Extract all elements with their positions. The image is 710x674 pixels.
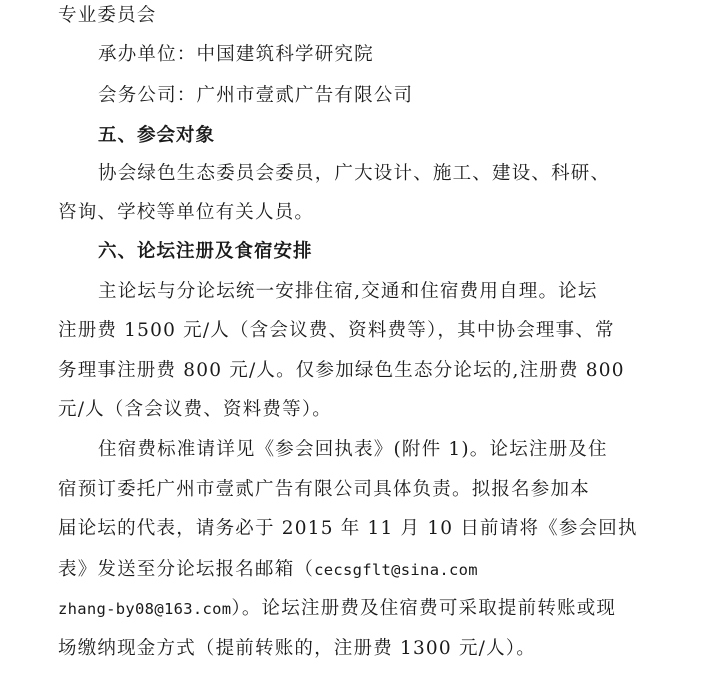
conference-company-label: 会务公司： xyxy=(98,85,197,106)
section5-heading: 五、参会对象 xyxy=(98,125,216,146)
section6-p2-line5-text: ）。论坛注册费及住宿费可采取提前转账或现 xyxy=(231,598,617,619)
email-link-sina[interactable]: cecsgflt@sina.com xyxy=(314,561,478,579)
section6-p2-line5 xyxy=(58,596,616,622)
section6-p1-line3: 务理事注册费 800 元/人。仅参加绿色生态分论坛的,注册费 800 xyxy=(58,360,625,381)
section6-p2-line1: 住宿费标准请详见《参会回执表》(附件 1)。论坛注册及住 xyxy=(98,439,608,460)
section6-p2-line4-text: 表》发送至分论坛报名邮箱（ xyxy=(58,559,315,580)
section6-p1-line1: 主论坛与分论坛统一安排住宿,交通和住宿费用自理。论坛 xyxy=(98,281,598,302)
organizer-value: 中国建筑科学研究院 xyxy=(196,44,374,65)
organizer-line xyxy=(98,42,374,68)
section6-p2-line6: 场缴纳现金方式（提前转账的，注册费 1300 元/人）。 xyxy=(58,638,536,659)
organizer-label: 承办单位： xyxy=(98,44,197,65)
conference-company-line xyxy=(98,83,413,109)
section5-paragraph-line1: 协会绿色生态委员会委员，广大设计、施工、建设、科研、 xyxy=(98,163,611,184)
section6-p2-line2: 宿预订委托广州市壹贰广告有限公司具体负责。拟报名参加本 xyxy=(58,479,590,500)
section5-paragraph-line2: 咨询、学校等单位有关人员。 xyxy=(58,202,315,223)
email-link-163[interactable]: zhang-by08@163.com xyxy=(58,600,232,618)
section6-p2-line3: 届论坛的代表，请务必于 2015 年 11 月 10 日前请将《参会回执 xyxy=(58,518,638,539)
conference-company-value: 广州市壹贰广告有限公司 xyxy=(196,85,414,106)
section6-p2-line4 xyxy=(58,557,478,583)
section6-p1-line2: 注册费 1500 元/人（含会议费、资料费等），其中协会理事、常 xyxy=(58,320,615,341)
committee-text: 专业委员会 xyxy=(58,5,157,26)
section6-heading: 六、论坛注册及食宿安排 xyxy=(98,241,313,262)
section6-p1-line4: 元/人（含会议费、资料费等）。 xyxy=(58,399,332,420)
committee-line xyxy=(58,3,157,29)
